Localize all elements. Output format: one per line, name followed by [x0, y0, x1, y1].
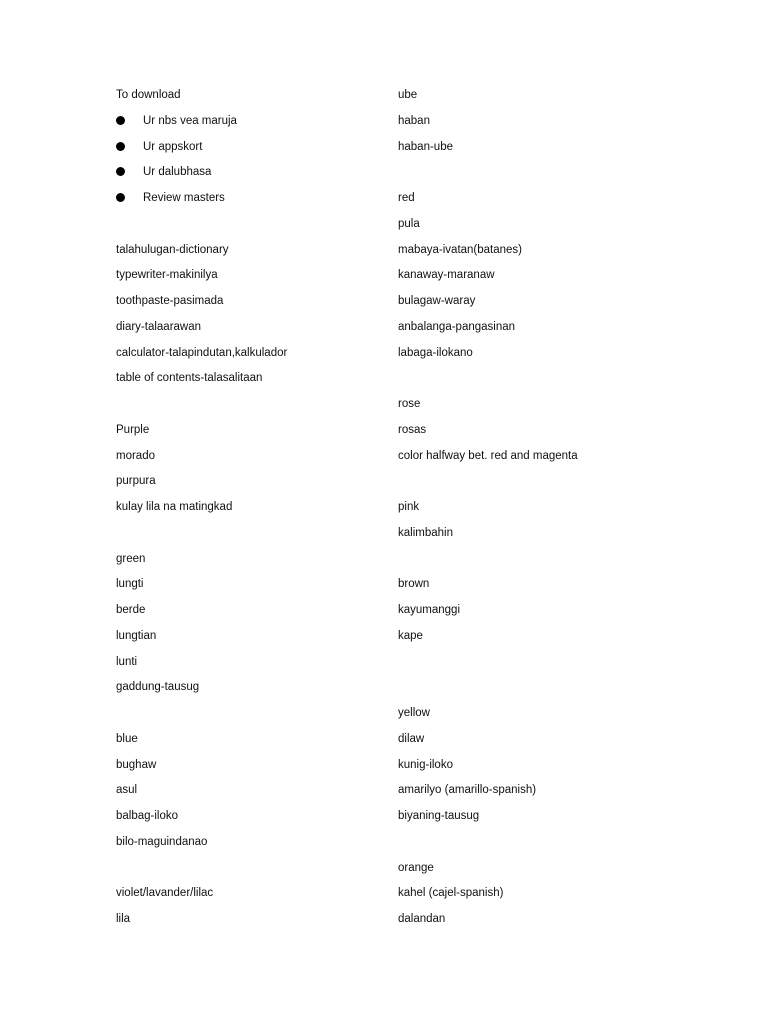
- list-item: ube: [398, 89, 418, 101]
- blank-line: [116, 703, 386, 729]
- blank-line: [116, 858, 386, 884]
- list-item: kulay lila na matingkad: [116, 501, 233, 513]
- list-item: haban-ube: [398, 140, 453, 153]
- list-item: rosas: [398, 423, 427, 436]
- list-item: morado: [116, 449, 155, 462]
- list-item: blue: [116, 732, 138, 745]
- blank-line: [398, 677, 698, 703]
- blank-line: [116, 523, 386, 549]
- bullet-item: [116, 162, 386, 188]
- list-item: gaddung-tausug: [116, 681, 200, 694]
- list-item: kahel (cajel-spanish): [398, 887, 504, 900]
- list-item: dalandan: [398, 913, 446, 925]
- bullet-icon: [116, 142, 125, 151]
- list-item: red: [398, 192, 415, 204]
- list-item: pink: [398, 501, 420, 513]
- list-item: calculator-talapindutan,kalkulador: [116, 346, 288, 359]
- list-item: mabaya-ivatan(batanes): [398, 243, 523, 256]
- list-item: violet/lavander/lilac: [116, 887, 214, 900]
- list-item: orange: [398, 861, 434, 874]
- list-item: dilaw: [398, 732, 425, 745]
- bullet-text: Review masters: [143, 192, 225, 204]
- list-item: kanaway-maranaw: [398, 269, 495, 282]
- list-item: kayumanggi: [398, 604, 461, 616]
- left-column: [116, 85, 386, 935]
- list-item: yellow: [398, 707, 430, 719]
- list-item: anbalanga-pangasinan: [398, 320, 516, 333]
- right-column: [398, 85, 698, 935]
- list-item: kalimbahin: [398, 526, 453, 539]
- blank-line: [398, 471, 698, 497]
- list-item: pula: [398, 217, 420, 230]
- blank-line: [116, 214, 386, 240]
- list-item: purpura: [116, 475, 156, 488]
- bullet-text: Ur dalubhasa: [143, 166, 212, 179]
- blank-line: [398, 549, 698, 575]
- list-item: asul: [116, 784, 138, 797]
- blank-line: [398, 368, 698, 394]
- blank-line: [398, 652, 698, 678]
- list-item: bilo-maguindanao: [116, 835, 208, 848]
- list-item: typewriter-makinilya: [116, 269, 218, 282]
- list-heading: To download: [116, 89, 181, 101]
- bullet-text: Ur appskort: [143, 140, 203, 153]
- bullet-icon: [116, 193, 125, 202]
- list-item: kape: [398, 629, 423, 642]
- list-item: diary-talaarawan: [116, 320, 202, 333]
- list-item: haban: [398, 114, 430, 127]
- bullet-icon: [116, 116, 125, 125]
- list-item: rose: [398, 398, 421, 410]
- bullet-item: [116, 137, 386, 163]
- bullet-item: [116, 111, 386, 137]
- list-item: lungti: [116, 578, 144, 591]
- list-item: green: [116, 552, 146, 565]
- list-item: Purple: [116, 423, 150, 436]
- bullet-text: Ur nbs vea maruja: [143, 114, 237, 127]
- list-item: bulagaw-waray: [398, 295, 476, 307]
- list-item: kunig-iloko: [398, 758, 453, 771]
- list-item: color halfway bet. red and magenta: [398, 449, 578, 462]
- list-item: talahulugan-dictionary: [116, 243, 229, 256]
- list-item: table of contents-talasalitaan: [116, 372, 263, 385]
- blank-line: [116, 394, 386, 420]
- list-item: lila: [116, 913, 131, 925]
- list-item: brown: [398, 578, 430, 591]
- blank-line: [398, 162, 698, 188]
- bullet-icon: [116, 167, 125, 176]
- bullet-item: [116, 188, 386, 214]
- list-item: balbag-iloko: [116, 810, 179, 822]
- list-item: amarilyo (amarillo-spanish): [398, 784, 537, 797]
- list-item: lungtian: [116, 629, 157, 642]
- blank-line: [398, 832, 698, 858]
- list-item: biyaning-tausug: [398, 810, 480, 822]
- list-item: lunti: [116, 655, 138, 668]
- list-item: bughaw: [116, 758, 157, 771]
- list-item: berde: [116, 604, 146, 616]
- list-item: labaga-ilokano: [398, 346, 473, 359]
- list-item: toothpaste-pasimada: [116, 295, 224, 307]
